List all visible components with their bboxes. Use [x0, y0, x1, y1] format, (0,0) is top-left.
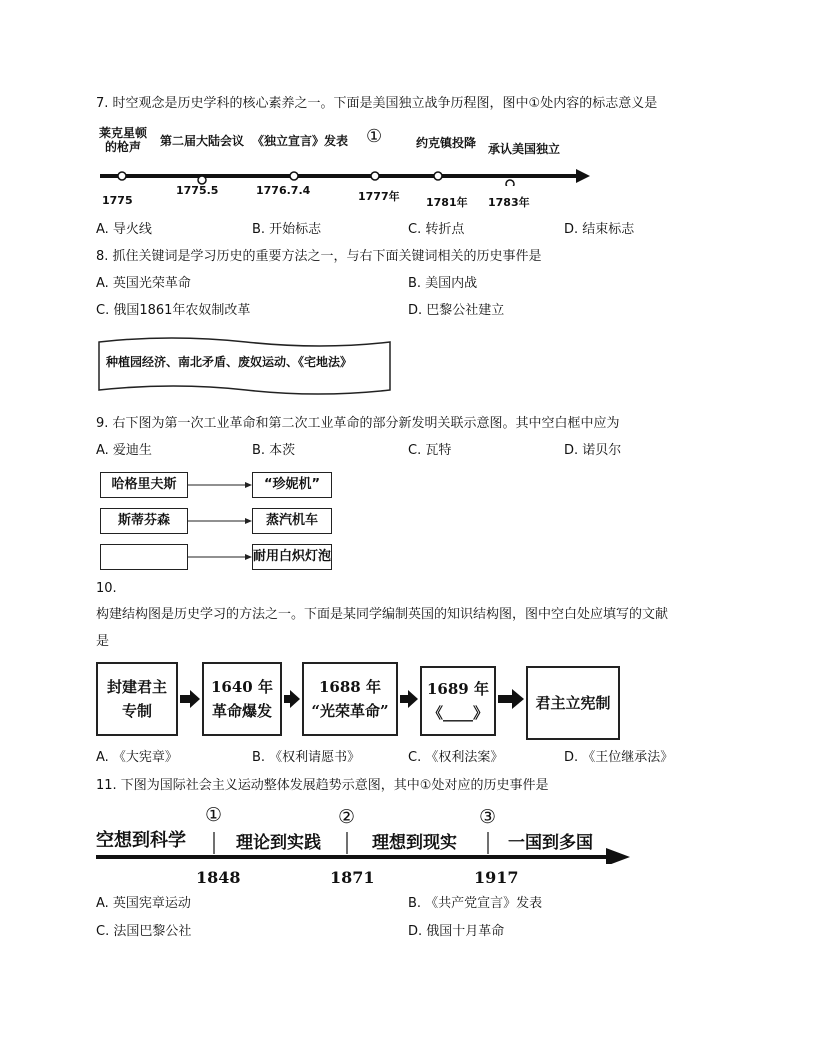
- q7-timeline-axis: [96, 166, 596, 186]
- q7-date-3: 1776.7.4: [256, 184, 311, 197]
- q9-inventor-box-2: 斯蒂芬森: [100, 508, 188, 534]
- q11-trend-diagram: [96, 804, 636, 890]
- q7-option-a[interactable]: A. 导火线: [96, 222, 152, 237]
- q7-node-4: [371, 172, 379, 180]
- q9-inventor-box-1: 哈格里夫斯: [100, 472, 188, 498]
- q7-date-4: 1777年: [358, 190, 400, 203]
- q9-invention-box-3: 耐用白炽灯泡: [252, 544, 332, 570]
- q11-option-b[interactable]: B. 《共产党宣言》发表: [408, 896, 543, 911]
- q10-option-b[interactable]: B. 《权利请愿书》: [252, 750, 361, 765]
- q8-keywords: 种植园经济、南北矛盾、废奴运动、《宅地法》: [106, 355, 353, 369]
- q11-marker-3: ③: [479, 806, 497, 828]
- q10-flow-box-2: 1640 年 革命爆发: [202, 662, 282, 736]
- q11-option-d[interactable]: D. 俄国十月革命: [408, 924, 505, 939]
- q9-stem: 9. 右下图为第一次工业革命和第二次工业革命的部分新发明关联示意图。其中空白框中应为: [96, 416, 620, 431]
- q11-option-c[interactable]: C. 法国巴黎公社: [96, 924, 192, 939]
- q9-arrows: [188, 472, 252, 572]
- q9-inventor-box-blank: [100, 544, 188, 570]
- q10-flow-box-1: 封建君主 专制: [96, 662, 178, 736]
- q7-event-label-5: 约克镇投降: [416, 136, 477, 150]
- q7-date-2: 1775.5: [176, 184, 219, 197]
- q7-event-label-1: 莱克星顿 的枪声: [98, 126, 147, 154]
- q8-option-a[interactable]: A. 英国光荣革命: [96, 276, 191, 291]
- q10-stem-line1: 构建结构图是历史学习的方法之一。下面是某同学编制英国的知识结构图，图中空白处应填写的文献: [96, 607, 669, 622]
- q11-option-a[interactable]: A. 英国宪章运动: [96, 896, 191, 911]
- q9-invention-box-2: 蒸汽机车: [252, 508, 332, 534]
- q8-option-b[interactable]: B. 美国内战: [408, 276, 478, 291]
- q7-date-5: 1781年: [426, 196, 468, 209]
- q7-node-1: [118, 172, 126, 180]
- q9-option-a[interactable]: A. 爱迪生: [96, 443, 152, 458]
- q8-stem: 8. 抓住关键词是学习历史的重要方法之一，与右下面关键词相关的历史事件是: [96, 249, 542, 264]
- q11-segment-4: 一国到多国: [508, 833, 593, 853]
- q9-option-b[interactable]: B. 本茨: [252, 443, 296, 458]
- q7-event-label-2: 第二届大陆会议: [160, 134, 245, 148]
- q7-option-b[interactable]: B. 开始标志: [252, 222, 322, 237]
- q11-year-3: 1917: [474, 868, 519, 887]
- q8-option-c[interactable]: C. 俄国1861年农奴制改革: [96, 303, 251, 318]
- q7-node-3: [290, 172, 298, 180]
- q7-timeline: [96, 122, 596, 214]
- q7-date-6: 1783年: [488, 196, 530, 209]
- q10-structure-diagram: [96, 660, 622, 742]
- q7-date-1: 1775: [102, 194, 133, 207]
- q7-event-label-4: ①: [366, 126, 383, 147]
- q9-invention-box-1: “珍妮机”: [252, 472, 332, 498]
- q9-option-c[interactable]: C. 瓦特: [408, 443, 452, 458]
- q10-option-a[interactable]: A. 《大宪章》: [96, 750, 178, 765]
- q8-keyword-scroll: [96, 334, 394, 398]
- q10-flow-box-4: 1689 年 《____》: [420, 666, 496, 736]
- q10-flow-box-5: 君主立宪制: [526, 666, 620, 740]
- q10-flow-arrows: [96, 660, 622, 742]
- q10-stem-line2: 是: [96, 634, 110, 649]
- q9-invention-diagram: [100, 472, 340, 572]
- q11-segment-2: 理论到实践: [236, 833, 321, 853]
- q11-year-1: 1848: [196, 868, 241, 887]
- q11-marker-1: ①: [205, 804, 223, 826]
- q7-stem: 7. 时空观念是历史学科的核心素养之一。下面是美国独立战争历程图，图中①处内容的标志意义是: [96, 96, 658, 111]
- q10-option-d[interactable]: D. 《王位继承法》: [564, 750, 674, 765]
- q7-node-2: [198, 176, 206, 184]
- q11-axis: [96, 830, 636, 864]
- q11-year-2: 1871: [330, 868, 375, 887]
- q10-option-c[interactable]: C. 《权利法案》: [408, 750, 504, 765]
- q7-node-6: [506, 180, 514, 186]
- q11-stem: 11. 下图为国际社会主义运动整体发展趋势示意图，其中①处对应的历史事件是: [96, 778, 549, 793]
- q10-number: 10.: [96, 581, 117, 596]
- q9-option-d[interactable]: D. 诺贝尔: [564, 443, 622, 458]
- q11-marker-2: ②: [338, 806, 356, 828]
- q11-segment-3: 理想到现实: [372, 833, 457, 853]
- q7-option-c[interactable]: C. 转折点: [408, 222, 465, 237]
- q7-option-d[interactable]: D. 结束标志: [564, 222, 635, 237]
- q7-event-label-6: 承认美国独立: [488, 142, 561, 156]
- q7-node-5: [434, 172, 442, 180]
- q11-segment-1: 空想到科学: [96, 830, 186, 851]
- q8-option-d[interactable]: D. 巴黎公社建立: [408, 303, 505, 318]
- q7-event-label-3: 《独立宣言》发表: [252, 134, 349, 148]
- q10-flow-box-3: 1688 年 “光荣革命”: [302, 662, 398, 736]
